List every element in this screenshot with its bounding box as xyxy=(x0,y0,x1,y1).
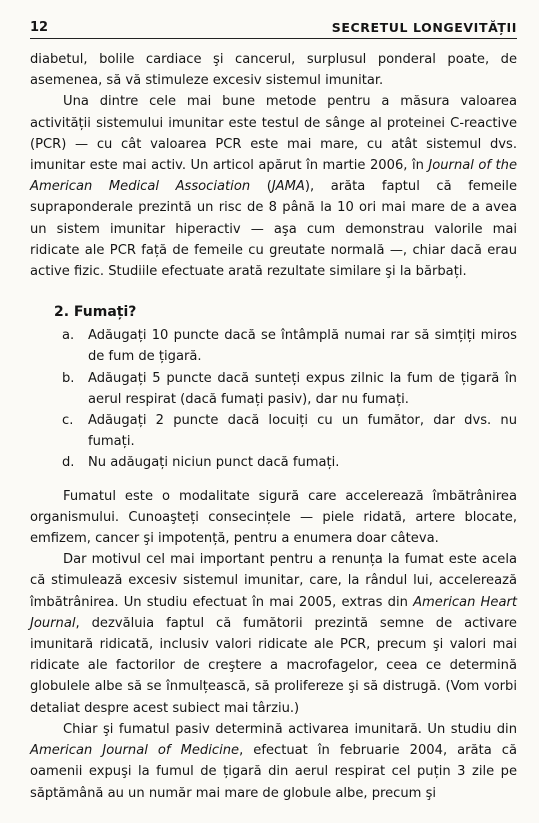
running-title: SECRETUL LONGEVITĂȚII xyxy=(331,20,517,35)
option-item xyxy=(62,410,517,452)
option-marker: c. xyxy=(62,413,74,429)
option-item xyxy=(62,325,517,367)
paragraph-1: diabetul, bolile cardiace şi cancerul, surplusul ponderal poate, de asemenea, să vă stimuleze excesiv sistemul imunitar. xyxy=(30,52,517,89)
option-marker: a. xyxy=(62,328,75,344)
paragraph-2-part-2: ( xyxy=(250,179,272,195)
paragraph-2-part-3: ), arăta faptul că femeile supraponderale prezintă un risc de 8 până la 10 ori mai mare de a avea un sistem imunitar hiperactiv — aşa cum demonstrau valorile mai ridicate ale PCR față de femeile cu greutate normală —, chiar dacă erau active fizic. Studiile efectuate arată rezultate similare şi la bărbați. xyxy=(30,179,517,280)
question-title: 2. Fumați? xyxy=(54,304,137,321)
paragraph-5-part-1: Chiar şi fumatul pasiv determină activarea imunitară. Un studiu din xyxy=(63,721,517,737)
option-text: Adăugați 5 puncte dacă sunteți expus zilnic la fum de țigară în aerul respirat (dacă fumați pasiv), dar nu fumați. xyxy=(88,370,517,407)
paragraph-2-part-1: Una dintre cele mai bune metode pentru a măsura valoarea activității sistemului imunitar este testul de sânge al proteinei C-reactive (PCR) — cu cât valoarea PCR este mai mare, cu atât sistemul dvs. imunitar este mai activ. Un articol apărut în martie 2006, în xyxy=(30,94,517,174)
option-item xyxy=(62,368,517,410)
paragraph-4-part-1: Dar motivul cel mai important pentru a renunța la fumat este acela că stimulează excesiv sistemul imunitar, care, la rândul lui, accelerează îmbătrânirea. Un studiu efectuat în mai 2005, extras din xyxy=(30,552,517,610)
paragraph-2 xyxy=(30,91,517,282)
option-marker: b. xyxy=(62,370,75,386)
option-item xyxy=(62,452,517,473)
paragraph-5-part-2: , efectuat în februarie 2004, arăta că oamenii expuşi la fumul de țigară din aerul respirat cel puțin 3 zile pe săptămână au un număr mai mare de globule albe, precum şi xyxy=(30,743,517,801)
page-number: 12 xyxy=(30,20,49,35)
journal-name-jama: Journal of the American Medical Association xyxy=(30,158,517,195)
option-text: Nu adăugați niciun punct dacă fumați. xyxy=(88,455,340,471)
journal-name-heart: American Heart Journal xyxy=(30,594,517,631)
paragraph-4 xyxy=(30,549,517,719)
option-text: Adăugați 2 puncte dacă locuiți cu un fumător, dar dvs. nu fumați. xyxy=(88,413,517,450)
journal-name-medicine: American Journal of Medicine xyxy=(30,743,240,759)
page-header xyxy=(30,20,517,39)
option-marker: d. xyxy=(62,455,75,471)
paragraph-4-part-2: , dezvăluia faptul că fumătorii prezintă semne de activare imunitară ridicată, inclusiv valori ridicate ale PCR, precum şi valori mai ridicate ale factorilor de creştere a macrofagelor, ceea ce determină globulele albe să se înmulțească, să prolifereze şi să distrugă. (Vom vorbi detaliat despre acest subiect mai târziu.) xyxy=(30,615,517,716)
paragraph-5 xyxy=(30,719,517,804)
paragraph-3: Fumatul este o modalitate sigură care accelerează îmbătrânirea organismului. Cunoaşteți consecințele — piele ridată, artere blocate, emfizem, cancer şi impotență, pentru a enumera doar câteva. xyxy=(30,488,517,547)
body-text xyxy=(30,49,517,804)
question-options xyxy=(30,325,517,473)
option-text: Adăugați 10 puncte dacă se întâmplă numai rar să simțiți miros de fum de țigară. xyxy=(88,328,517,365)
journal-abbr: JAMA xyxy=(271,179,305,195)
